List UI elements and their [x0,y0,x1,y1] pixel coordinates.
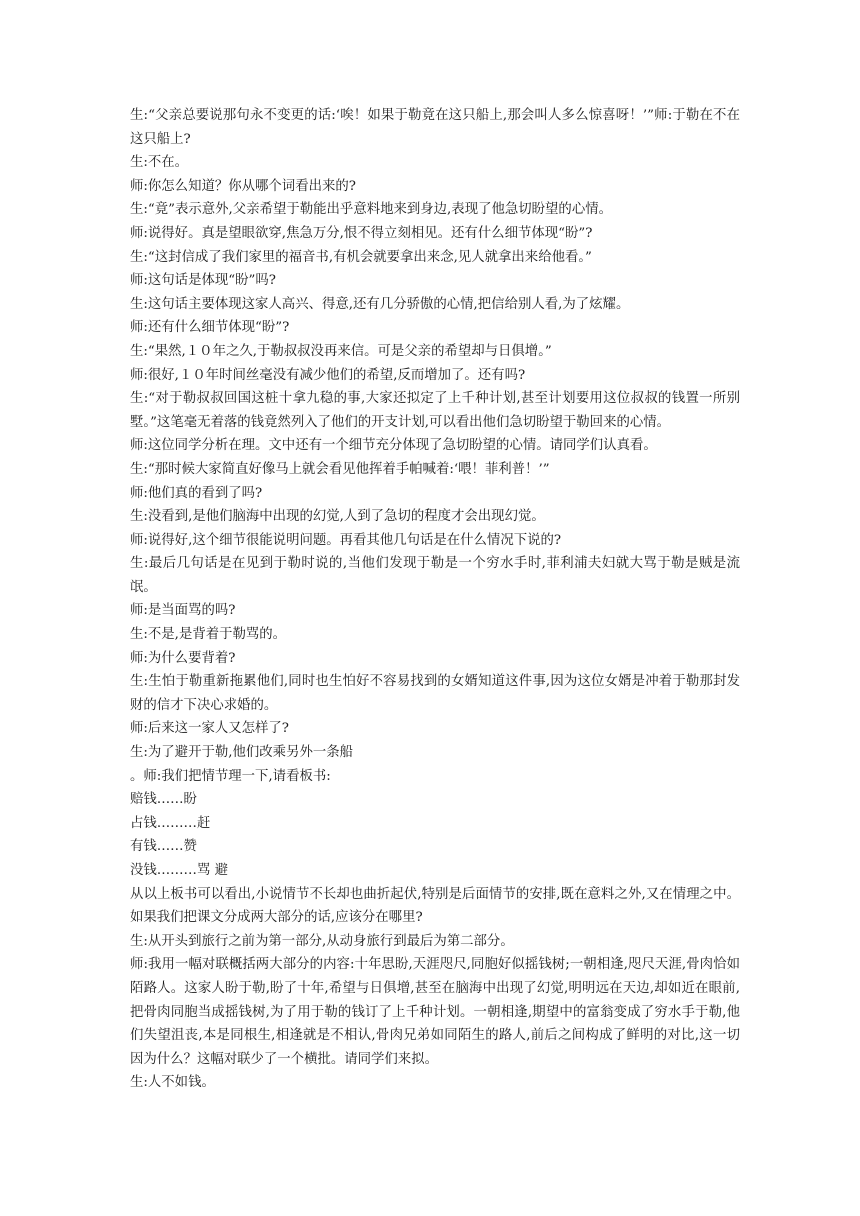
dialogue-line: 生:为了避开于勒,他们改乘另外一条船 [130,745,354,761]
dialogue-line: 生:不是,是背着于勒骂的。 [130,627,287,643]
dialogue-line: 生:不在。 [130,155,189,171]
body-paragraph: 从以上板书可以看出,小说情节不长却也曲折起伏,特别是后面情节的安排,既在意料之外,又在情理之中。如果我们把课文分成两大部分的话,应该分在哪里? [130,886,740,926]
dialogue-line: 师:说得好,这个细节很能说明问题。再看其他几句话是在什么情况下说的? [130,532,562,548]
dialogue-line: 生:生怕于勒重新拖累他们,同时也生怕好不容易找到的女婿知道这件事,因为这位女婿是冲着于勒那封发财的信才下决心求婚的。 [130,674,740,713]
dialogue-line: 生:“那时候大家简直好像马上就会看见他挥着手帕喊着:‘喂！菲利普！’” [130,461,550,477]
dialogue-line: 师:这位同学分析在理。文中还有一个细节充分体现了急切盼望的心情。请同学们认真看。 [130,438,657,454]
dialogue-line: 师:还有什么细节体现“盼”? [130,320,290,336]
dialogue-line: 师:这句话是体现“盼”吗? [130,273,276,289]
dialogue-line: 师:很好,１０年时间丝毫没有减少他们的希望,反而增加了。还有吗? [130,367,526,383]
dialogue-line: 生:“竟”表示意外,父亲希望于勒能出乎意料地来到身边,表现了他急切盼望的心情。 [130,202,612,218]
dialogue-line: 生:人不如钱。 [130,1075,215,1091]
dialogue-line: 生:“对于勒叔叔回国这桩十拿九稳的事,大家还拟定了上千种计划,甚至计划要用这位叔叔的钱置一所别墅。”这笔毫无着落的钱竟然列入了他们的开支计划,可以看出他们急切盼望于勒回来的心情。 [130,391,740,430]
dialogue-line: 师:为什么要背着? [130,650,236,666]
board-note-line: 占钱………赶 [130,815,211,831]
dialogue-line: 生:“果然,１０年之久,于勒叔叔没再来信。可是父亲的希望却与日俱增。” [130,343,552,359]
dialogue-line: 生:最后几句话是在见到于勒时说的,当他们发现于勒是一个穷水手时,菲利浦夫妇就大骂于勒是贼是流氓。 [130,556,740,595]
dialogue-line: 师:你怎么知道？你从哪个词看出来的? [130,178,356,194]
dialogue-line: 师:他们真的看到了吗? [130,485,263,501]
board-note-line: 赔钱……盼 [130,792,197,808]
dialogue-line: 。师:我们把情节理一下,请看板书: [130,768,331,784]
dialogue-line: 师:后来这一家人又怎样了? [130,721,289,737]
dialogue-line: 生:从开头到旅行之前为第一部分,从动身旅行到最后为第二部分。 [130,933,514,949]
dialogue-line: 生:“父亲总要说那句永不变更的话:‘唉！如果于勒竟在这只船上,那会叫人多么惊喜呀！’”师:于勒在不在这只船上? [130,108,740,147]
board-note-line: 有钱……赞 [130,839,197,855]
document-page [130,104,740,1095]
board-note-line: 没钱………骂 避 [130,863,228,878]
dialogue-line: 生:这句话主要体现这家人高兴、得意,还有几分骄傲的心情,把信给别人看,为了炫耀。 [130,296,630,312]
dialogue-line: 师:说得好。真是望眼欲穿,焦急万分,恨不得立刻相见。还有什么细节体现“盼”? [130,225,593,241]
dialogue-line: 生:没看到,是他们脑海中出现的幻觉,人到了急切的程度才会出现幻觉。 [130,509,545,525]
dialogue-line: 师:我用一幅对联概括两大部分的内容:十年思盼,天涯咫尺,同胞好似摇钱树;一朝相逢,咫尺天涯,骨肉恰如陌路人。这家人盼于勒,盼了十年,希望与日俱增,甚至在脑海中出现了幻觉,明明远在天边,却如近在眼前,把骨肉同胞当成摇钱树,为了用于勒的钱订了上千种计划。一朝相逢,期望中的富翁变成了穷水手于勒,他们失望沮丧,本是同根生,相逢就是不相认,骨肉兄弟如同陌生的路人,前后之间构成了鲜明的对比,这一切因为什么？这幅对联少了一个横批。请同学们来拟。 [130,957,740,1067]
dialogue-line: 生:“这封信成了我们家里的福音书,有机会就要拿出来念,见人就拿出来给他看。” [130,249,592,265]
dialogue-line: 师:是当面骂的吗? [130,603,236,619]
